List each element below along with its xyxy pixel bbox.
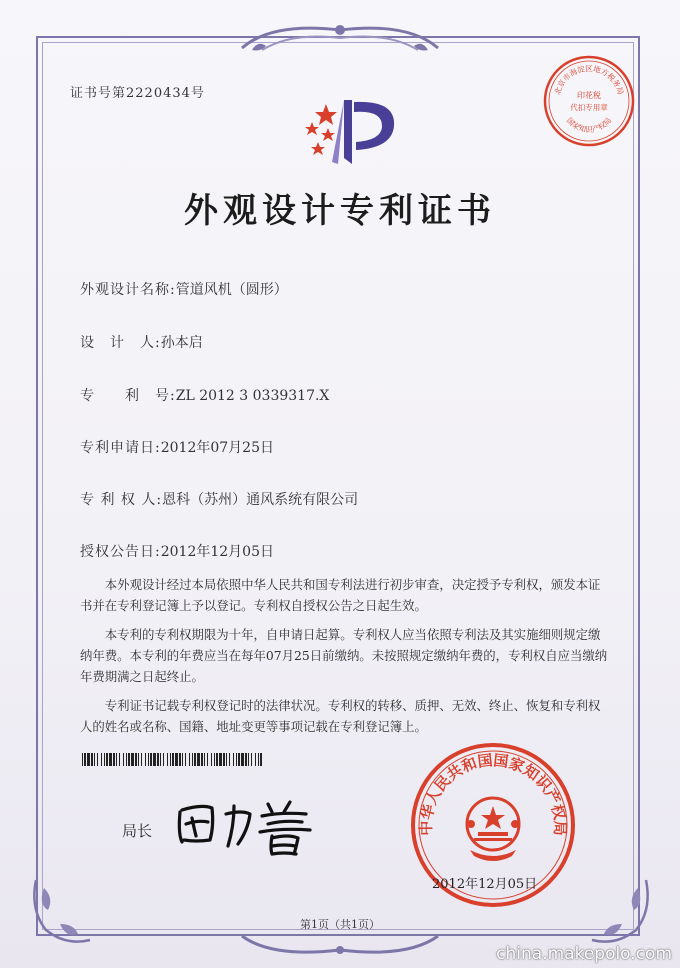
tax-seal-bottom-text: 国家知识产权局 [564,115,614,134]
barcode-bar [101,753,102,766]
barcode-bar [207,753,208,766]
body-paragraph: 本外观设计经过本局依照中华人民共和国专利法进行初步审查，决定授予专利权，颁发本证书并在专利登记簿上予以登记。专利权自授权公告之日起生效。 [80,577,601,613]
barcode-bar [179,753,181,766]
barcode-bar [87,753,90,766]
field-patentee [80,489,358,509]
patent-office-logo [296,92,408,172]
barcode-bar [116,753,117,766]
barcode-bar [123,753,124,766]
barcode-bar [226,753,227,766]
barcode-bar [82,753,83,766]
barcode-bar [185,753,186,766]
body-paragraph: 本专利的专利权期限为十年，自申请日起算。专利权人应当依照专利法及其实施细则规定缴纳年费。本专利的年费应当在每年07月25日前缴纳。未按照规定缴纳年费的，专利权自应当缴纳年费期满之日起终止。 [80,627,608,684]
barcode-bar [150,753,152,766]
tax-seal-center-line2: 代扣专用章 [570,103,608,112]
field-label: 授权公告日: [80,544,161,560]
official-seal-ring-text: 中华人民共和国国家知识产权局 [416,751,570,836]
barcode-bar [163,753,164,766]
barcode-bar [241,753,244,766]
barcode-bar [119,753,120,766]
field-value: 2012年12月05日 [160,544,274,560]
barcode-bar [223,753,225,766]
barcode-bar [229,753,230,766]
tax-seal-ring-text: 北京市海淀区地方税务局 [552,63,626,96]
field-value: 2012年07月25日 [160,440,274,456]
signature-label: 局长 [122,822,153,840]
barcode-bar [84,753,86,766]
field-label: 专利申请日: [80,440,161,456]
barcode-bar [138,753,139,766]
barcode-bar [201,753,203,766]
tax-seal-center-line1: 印花税 [577,91,601,100]
barcode-bar [255,753,256,766]
barcode-bar [145,753,146,766]
barcode-bar [194,753,196,766]
field-label: 设 计 人: [80,335,161,351]
barcode-bar [245,753,247,766]
barcode-bar [113,753,115,766]
field-value: 管道风机（圆形） [175,282,288,298]
barcode-bar [141,753,142,766]
body-paragraph: 专利证书记载专利权登记时的法律状况。专利权的转移、质押、无效、终止、恢复和专利权人的姓名或名称、国籍、地址变更等事项记载在专利登记簿上。 [80,698,601,734]
barcode-bar [248,753,249,766]
field-value: 孙本启 [160,335,203,351]
barcode-bar [214,753,215,766]
issue-date: 2012年12月05日 [432,877,538,892]
page-footer: 第1页（共1页） [300,918,380,931]
barcode-bar [236,753,237,766]
barcode-bar [219,753,222,766]
field-value: 恩科（苏州）通风系统有限公司 [162,492,359,508]
barcode-bar [251,753,252,766]
barcode-bar [258,753,259,766]
field-grant-date [80,541,274,561]
barcode [82,753,262,766]
barcode-bar [175,753,178,766]
field-value: ZL 2012 3 0339317.X [175,388,330,404]
field-design-name [80,279,288,299]
barcode-bar [131,753,134,766]
barcode-bar [153,753,156,766]
svg-text:国家知识产权局 [565,116,613,134]
field-designer [80,332,203,352]
barcode-bar [126,753,127,766]
barcode-bar [94,753,95,766]
barcode-bar [104,753,105,766]
certificate-number: 证书号第2220434号 [70,86,205,101]
barcode-bar [182,753,183,766]
bottom-left-corner-ornament [26,870,96,950]
barcode-bar [216,753,218,766]
handwritten-signature [172,790,322,860]
barcode-bar [109,753,112,766]
field-label: 专 利 权 人: [80,492,163,508]
top-ornament [232,20,448,56]
field-label: 专 利 号: [80,388,176,404]
field-label: 外观设计名称: [80,282,176,298]
barcode-bar [170,753,171,766]
barcode-bar [148,753,149,766]
bottom-right-corner-ornament [586,870,656,950]
barcode-bar [260,753,262,766]
barcode-bar [238,753,240,766]
certificate-body [80,574,610,745]
barcode-bar [172,753,174,766]
barcode-bar [233,753,234,766]
watermark-text: china.makepolo.com [496,944,672,964]
certificate-title: 外观设计专利证书 [184,191,496,231]
barcode-bar [97,753,98,766]
barcode-bar [160,753,161,766]
field-patent-number [80,385,329,405]
barcode-bar [211,753,212,766]
barcode-bar [197,753,200,766]
barcode-bar [128,753,130,766]
barcode-bar [192,753,193,766]
barcode-bar [106,753,108,766]
field-application-date [80,437,274,457]
barcode-bar [157,753,159,766]
barcode-bar [204,753,205,766]
bottom-ornament [232,930,448,960]
barcode-bar [167,753,168,766]
barcode-bar [189,753,190,766]
barcode-bar [91,753,93,766]
barcode-bar [135,753,137,766]
tax-seal [542,54,636,148]
